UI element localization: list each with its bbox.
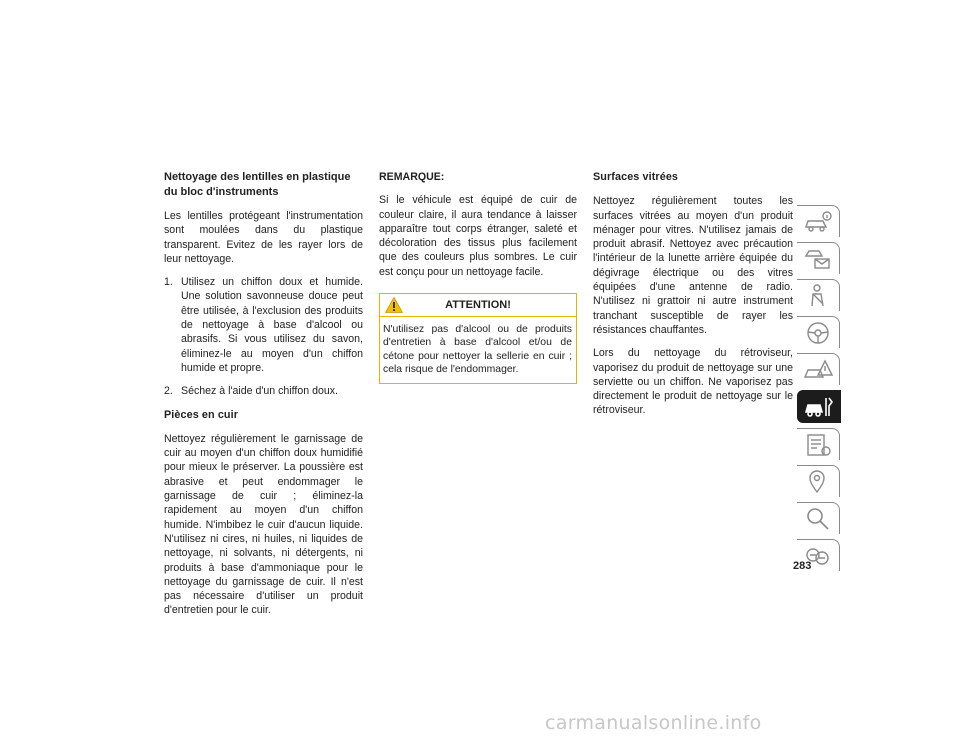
section-heading-leather: Pièces en cuir (164, 408, 239, 421)
car-mail-icon (803, 246, 833, 272)
right-column (593, 170, 793, 427)
car-warning-icon (803, 357, 833, 383)
page-number: 283 (793, 560, 812, 572)
warning-text: N'utilisez pas d'alcool ou de produits d'entretien à base d'alcool et/ou de cétone pour nettoyer la sellerie en cuir ; cela risque de l'endommager. (383, 324, 572, 376)
step-text: Séchez à l'aide d'un chiffon doux. (181, 385, 338, 398)
checklist-icon (803, 432, 833, 458)
tab-multimedia[interactable] (797, 465, 840, 497)
step-item (164, 275, 363, 375)
section-heading-instrument-lenses: Nettoyage des lentilles en plastique du bloc d'instruments (164, 171, 351, 198)
left-column (164, 170, 363, 627)
section-heading-glass: Surfaces vitrées (593, 171, 679, 183)
tab-safety[interactable] (797, 279, 840, 311)
tab-specifications[interactable] (797, 428, 840, 460)
middle-column (379, 170, 577, 384)
note-label: REMARQUE: (379, 171, 445, 183)
warning-header (380, 294, 576, 317)
tab-emergency[interactable] (797, 353, 840, 385)
step-number: 2. (164, 385, 173, 398)
tab-service-maintenance[interactable] (797, 390, 841, 423)
tab-vehicle-info[interactable] (797, 205, 840, 237)
warning-triangle-icon (385, 297, 403, 313)
step-text: Utilisez un chiffon doux et humide. Une solution savonneuse douce peut être utilisée, à l'exclusion des produits de nettoyage à base d'alcool ou abrasifs. Si vous utilisez du savon, éliminez-le au moyen d'un chiffon humide et propre. (181, 276, 363, 374)
chapter-tabs (797, 205, 841, 576)
mirror-paragraph: Lors du nettoyage du rétroviseur, vaporisez du produit de nettoyage sur une serviette ou un chiffon. Ne vaporisez pas directement le produit de nettoyage sur le rétroviseur. (593, 347, 793, 417)
glass-paragraph: Nettoyez régulièrement toutes les surfaces vitrées au moyen d'un produit ménager pour vitres. N'utilisez jamais de produit abrasif. Nettoyez avec précaution l'intérieur de la lunette arrière équipée du dégivrage électrique ou des vitres équipées d'une antenne de radio. N'utilisez ni grattoir ni autre instrument tranchant susceptible de rayer les résistances chauffantes. (593, 195, 793, 336)
watermark: carmanualsonline.info (545, 712, 762, 734)
tab-index[interactable] (797, 502, 840, 534)
warning-box (379, 293, 577, 384)
step-item (164, 384, 363, 398)
intro-paragraph: Les lentilles protégeant l'instrumentation sont moulées dans du plastique transparent. Evitez de les rayer lors de leur nettoyage. (164, 210, 363, 265)
seatbelt-icon (803, 283, 833, 309)
tab-driving[interactable] (797, 316, 840, 348)
note-paragraph: Si le véhicule est équipé de cuir de couleur claire, il aura tendance à laisser apparaître tout corps étranger, saleté et décoloration des tissus plus facilement que des couleurs plus sombres. Le cuir est conçu pour un nettoyage facile. (379, 194, 577, 278)
step-number: 1. (164, 276, 173, 289)
tab-getting-started[interactable] (797, 242, 840, 274)
steering-wheel-icon (803, 320, 833, 346)
car-wrench-icon (804, 394, 834, 420)
leather-paragraph: Nettoyez régulièrement le garnissage de cuir au moyen d'un chiffon doux humidifié pour mieux le préserver. La poussière est abrasive et peut endommager le garnissage de cuir ; éliminez-la rapidement au moyen d'un chiffon humide. N'imbibez le cuir d'aucun liquide. N'utilisez ni cires, ni huiles, ni liquides de nettoyage, ni solvants, ni détergents, ni produits à base d'ammoniaque pour le nettoyage du garnissage de cuir. Il n'est pas nécessaire d'utiliser un produit d'entretien pour le cuir. (164, 432, 363, 617)
warning-title: ATTENTION! (445, 299, 511, 312)
car-info-icon (803, 209, 833, 235)
magnifier-icon (803, 506, 833, 532)
map-pin-icon (803, 469, 833, 495)
steps-list (164, 275, 363, 398)
